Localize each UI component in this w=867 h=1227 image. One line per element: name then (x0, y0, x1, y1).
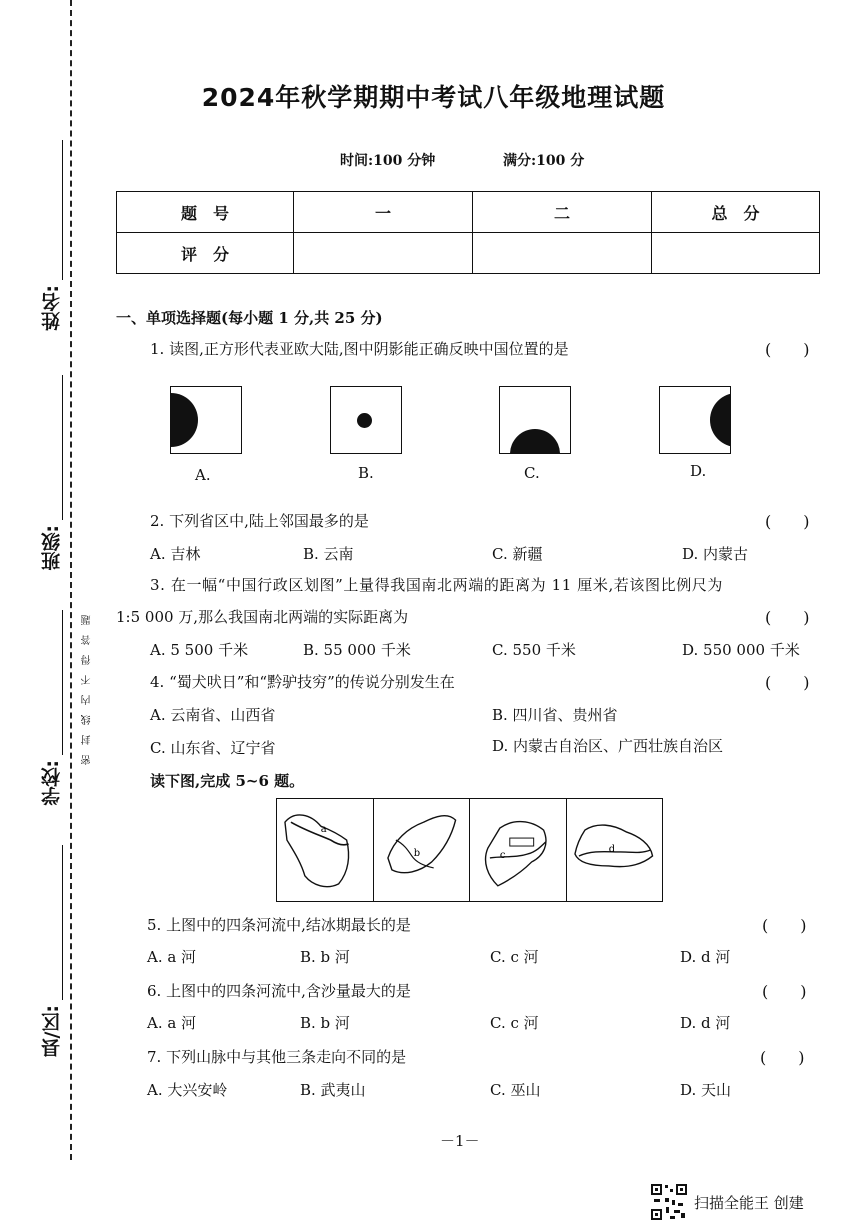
map-label-a: a (320, 824, 327, 836)
q1-figure-c (499, 386, 571, 454)
map-b (374, 799, 471, 901)
score-header-cell: 一 (294, 192, 473, 233)
score-header-row (117, 192, 820, 233)
scanner-watermark (650, 1183, 804, 1221)
q6-option-b: B. b 河 (300, 1014, 350, 1032)
q2-option-d: D. 内蒙古 (682, 545, 749, 563)
seal-text: 密 封 线 内 不 得 答 题 (82, 615, 93, 765)
q7-option-a: A. 大兴安岭 (147, 1081, 228, 1099)
q6-option-a: A. a 河 (147, 1014, 197, 1032)
q2-option-c: C. 新疆 (492, 545, 543, 563)
score-header-cell: 二 (473, 192, 652, 233)
q5-option-d: D. d 河 (680, 948, 731, 966)
q7-option-c: C. 巫山 (490, 1081, 541, 1099)
q1-figure-b (330, 386, 402, 454)
q1-figure-d (659, 386, 731, 454)
class-label: 班级: (41, 525, 63, 571)
q4-option-d: D. 内蒙古自治区、广西壮族自治区 (492, 737, 724, 755)
score-cell[interactable] (473, 233, 652, 274)
map-label-b: b (413, 847, 420, 859)
q4-option-b: B. 四川省、贵州省 (492, 706, 618, 724)
school-label: 学校: (41, 760, 63, 806)
river-maps-figure (276, 798, 663, 902)
map-c (470, 799, 567, 901)
q5-option-a: A. a 河 (147, 948, 197, 966)
q5-option-c: C. c 河 (490, 948, 539, 966)
watermark-text: 扫描全能王 创建 (694, 1193, 804, 1212)
q6-answer-blank[interactable]: ( ) (762, 982, 807, 1001)
q3-stem: 3. 在一幅“中国行政区划图”上量得我国南北两端的距离为 11 厘米,若该图比例尺为 (150, 576, 724, 594)
q7-answer-blank[interactable]: ( ) (760, 1048, 805, 1067)
q2-answer-blank[interactable]: ( ) (765, 512, 810, 531)
county-underline (62, 845, 63, 1000)
q6-option-d: D. d 河 (680, 1014, 731, 1032)
name-label: 姓名: (41, 285, 63, 331)
q1-option-b: B. (358, 464, 374, 482)
score-cell[interactable] (294, 233, 473, 274)
q4-option-a: A. 云南省、山西省 (150, 706, 276, 724)
q1-figure-a (170, 386, 242, 454)
map-d (567, 799, 663, 901)
name-underline (62, 140, 63, 280)
q2-option-a: A. 吉林 (150, 545, 201, 563)
score-table (116, 191, 820, 274)
map-label-d: d (608, 843, 615, 855)
q6-option-c: C. c 河 (490, 1014, 539, 1032)
q1-option-a: A. (195, 466, 211, 484)
q6-stem: 6. 上图中的四条河流中,含沙量最大的是 (147, 982, 411, 1000)
full-score: 满分:100 分 (503, 153, 585, 169)
q2-option-b: B. 云南 (303, 545, 354, 563)
q3-option-d: D. 550 000 千米 (682, 641, 800, 659)
map-label-c: c (499, 849, 506, 861)
q3-option-b: B. 55 000 千米 (303, 641, 411, 659)
q3-answer-blank[interactable]: ( ) (765, 608, 810, 627)
page-number: －1－ (440, 1132, 480, 1150)
q5-answer-blank[interactable]: ( ) (762, 916, 807, 935)
q1-answer-blank[interactable]: ( ) (765, 340, 810, 359)
binding-dashed-line (70, 0, 72, 1160)
class-underline (62, 375, 63, 520)
q7-stem: 7. 下列山脉中与其他三条走向不同的是 (147, 1048, 407, 1066)
q4-stem: 4. “蜀犬吠日”和“黔驴技穷”的传说分别发生在 (150, 673, 455, 691)
q56-intro: 读下图,完成 5~6 题。 (150, 772, 305, 790)
county-label: 县/区: (41, 1005, 63, 1058)
q3-option-a: A. 5 500 千米 (150, 641, 249, 659)
q3-option-c: C. 550 千米 (492, 641, 576, 659)
page-title: 2024年秋学期期中考试八年级地理试题 (201, 83, 666, 112)
q1-option-d: D. (690, 462, 707, 480)
q7-option-b: B. 武夷山 (300, 1081, 366, 1099)
score-row-label: 评 分 (117, 233, 294, 274)
q1-option-c: C. (524, 464, 540, 482)
q5-option-b: B. b 河 (300, 948, 350, 966)
exam-time: 时间:100 分钟 (340, 153, 436, 169)
q1-stem: 1. 读图,正方形代表亚欧大陆,图中阴影能正确反映中国位置的是 (150, 340, 569, 358)
q2-stem: 2. 下列省区中,陆上邻国最多的是 (150, 512, 369, 530)
q5-stem: 5. 上图中的四条河流中,结冰期最长的是 (147, 916, 411, 934)
score-value-row (117, 233, 820, 274)
school-underline (62, 610, 63, 755)
score-cell[interactable] (652, 233, 820, 274)
q3-stem-continued: 1:5 000 万,那么我国南北两端的实际距离为 (116, 608, 409, 626)
score-header-cell: 题 号 (117, 192, 294, 233)
q4-answer-blank[interactable]: ( ) (765, 673, 810, 692)
q7-option-d: D. 天山 (680, 1081, 732, 1099)
qr-code-icon (650, 1183, 688, 1221)
section-title: 一、单项选择题(每小题 1 分,共 25 分) (116, 309, 383, 327)
score-header-cell: 总 分 (652, 192, 820, 233)
q4-option-c: C. 山东省、辽宁省 (150, 739, 276, 757)
map-a (277, 799, 374, 901)
